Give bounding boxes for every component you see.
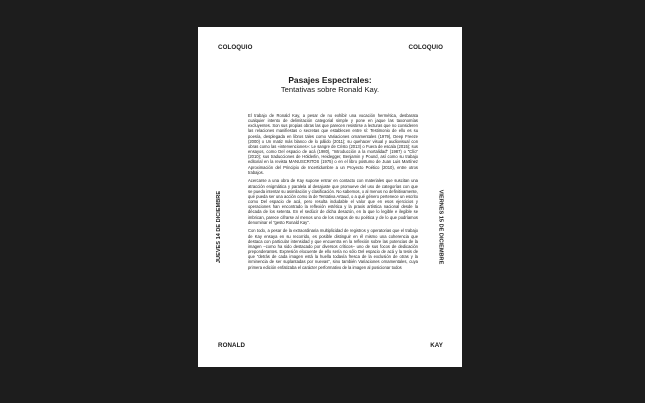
poster-page	[198, 27, 462, 367]
body-text	[248, 113, 418, 273]
corner-label-top-right: COLOQUIO	[408, 44, 443, 51]
body-paragraph: Con todo, a pesar de la extraordinaria multiplicidad de registros y operatorias que el trabajo de Kay ensaya en su recorrido, es posible distinguir en él mismo una coherencia que destaca con particular intensidad y que encuentra en la reflexión sobre las potencias de la imagen –como ha sido destacado por diversos críticos– uno de sus focos de dedicación preponderantes. Expresión elocuente de ello sería no sólo Del espacio de acá y la tesis de que "detrás de cada imagen está la huella todavía fresca de la exclusión de otras y la inminencia de ser suplantadas por nuevas", sino también Variaciones ornamentales, cuya primera edición enfatizaba el carácter performativo de la imagen al posicionar todos	[248, 228, 418, 270]
body-paragraph: El trabajo de Ronald Kay, a pesar de no exhibir una vocación hermética, desbarata cualquier intento de delimitación categorial simple y pone en jaque las taxonomías excluyentes. Son sus propias obras las que parecen resistirse a lecturas que no consideren las relaciones manifiestas o secretas que establecen entre sí: Testimonio de ello es su poesía, desplegada en libros tales como Variaciones ornamentales (1979), Deep Freeze (2000) o Un matiz más blanco de lo pálido (2011); su quehacer visual y audiovisual con obras como las «intervenciones»: Le sangre de Cristo (2013) o Fuera de escala (2015); sus ensayos, como Del espacio de acá (1980), "Introducción a la mortalidad" (1987) o "Clío" (2010); sus traducciones de Hölderlin, Heidegger, Benjamin y Pound, así como su trabajo editorial en la revista MANUSCRITOS (1975) o en el libro póstumo de Juan Luis Martínez Aproximación del Principio de Incertidumbre a un Proyecto Poético (2010), entre otros trabajos.	[248, 113, 418, 175]
poster-title: Pasajes Espectrales:	[288, 75, 372, 85]
body-paragraph: Acercarse a una obra de Kay supone entrar en contacto con materiales que suscitan una atracción enigmática y paralela al desajuste que promueve del uso de categorías con que se pueda intentar su asimilación y clasificación. No sabemos, o al menos no definitivamente, qué pueda ser una acción como la de Tentativa Artaud, o a qué género pertenece un escrito como Del espacio de acá, pero resulta indudable el valor que en esos ejercicios y operaciones han encontrado la reflexión estética y la praxis artística nacional desde la década de los setenta. En el sedúcir de dicha desazón, en la que lo legible e ilegible se imbrican, parece cifrarse al menos uno de los rasgos de su poética y de lo que podríamos denominar el "gesto Ronald Kay".	[248, 178, 418, 225]
corner-label-bottom-right: KAY	[430, 341, 443, 349]
date-vertical-right: VIERNES 15 DE DICIEMBRE	[437, 189, 444, 265]
poster-subtitle: Tentativas sobre Ronald Kay.	[280, 85, 380, 94]
corner-label-top-left: COLOQUIO	[218, 44, 253, 51]
corner-label-bottom-left: RONALD	[218, 341, 246, 349]
date-vertical-left: JUEVES 14 DE DICIEMBRE	[216, 190, 223, 264]
